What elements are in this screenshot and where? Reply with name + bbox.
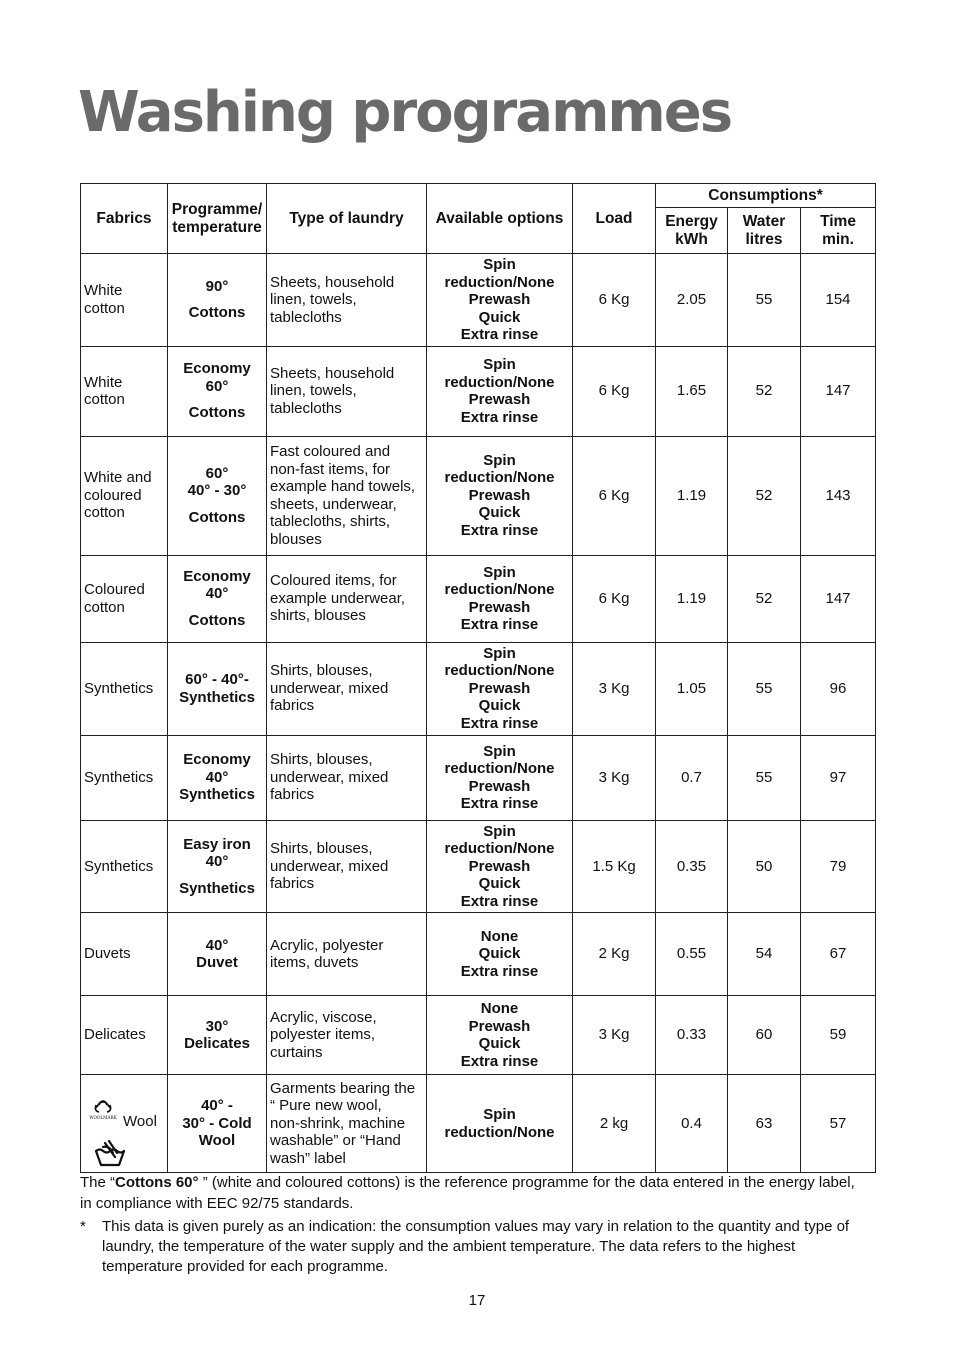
table-row [81, 555, 876, 642]
cell-line: Cottons [188, 611, 246, 629]
cell-line: Spin reduction/None [444, 451, 555, 487]
fabric-cell [81, 913, 168, 996]
table-row [81, 913, 876, 996]
cell-line: Spin reduction/None [444, 1106, 555, 1141]
cell-line: Quick [478, 1035, 521, 1052]
cell-line [171, 603, 263, 612]
load-cell: 1.5 Kg [573, 820, 656, 913]
cell-line: blouses [270, 530, 322, 548]
cell-line [171, 295, 263, 304]
cell-line: Synthetics [179, 688, 255, 706]
programme-cell [168, 913, 267, 996]
cell-line: “ Pure new wool, [270, 1097, 382, 1115]
cell-line: Extra rinse [460, 892, 539, 910]
energy-cell: 0.7 [656, 735, 728, 820]
table-row [81, 642, 876, 735]
cell-line: Prewash [468, 391, 531, 408]
cell-line: cotton [84, 391, 125, 408]
fabric-cell [81, 735, 168, 820]
cell-line: Economy [183, 751, 251, 769]
laundry-type-cell [267, 555, 427, 642]
time-cell: 59 [801, 996, 876, 1075]
programme-cell [168, 346, 267, 436]
table-row [81, 1075, 876, 1173]
laundry-type-cell [267, 913, 427, 996]
header-time: Time min. [801, 208, 876, 254]
laundry-type-cell [267, 642, 427, 735]
page-title: Washing programmes [78, 80, 732, 145]
fabric-cell [81, 820, 168, 913]
energy-cell: 1.19 [656, 555, 728, 642]
table-row [81, 996, 876, 1075]
cell-line: Extra rinse [460, 714, 539, 732]
cell-line: sheets, underwear, [270, 495, 397, 513]
cell-line: tablecloths [270, 308, 342, 326]
water-cell: 55 [728, 254, 801, 347]
cell-line: Acrylic, polyester [270, 936, 384, 954]
cell-line: coloured [84, 486, 142, 504]
cell-line: Spin reduction/None [444, 742, 555, 777]
cell-line: Extra rinse [460, 795, 539, 812]
programme-cell [168, 642, 267, 735]
header-water: Water litres [728, 208, 801, 254]
cell-line: Duvet [196, 954, 238, 971]
cell-line: Delicates [84, 1026, 146, 1044]
cell-line: Duvets [84, 945, 131, 963]
load-cell: 2 kg [573, 1075, 656, 1173]
cell-line: Extra rinse [460, 521, 539, 539]
time-cell: 154 [801, 254, 876, 347]
cell-line: shirts, blouses [270, 607, 366, 625]
cell-line [171, 871, 263, 880]
cell-line: fabrics [270, 875, 315, 892]
cell-line: 40° [205, 936, 229, 954]
header-available-options: Available options [427, 184, 573, 254]
options-cell [427, 254, 573, 347]
cell-line: Extra rinse [460, 1052, 539, 1070]
energy-cell: 0.33 [656, 996, 728, 1075]
table-row [81, 735, 876, 820]
cell-line: Synthetics [84, 857, 154, 875]
cell-line: wash” label [270, 1149, 346, 1167]
time-cell: 143 [801, 436, 876, 555]
header-type-of-laundry: Type of laundry [267, 184, 427, 254]
cell-line: underwear, mixed [270, 857, 389, 875]
cell-line: Prewash [468, 679, 531, 697]
load-cell: 3 Kg [573, 996, 656, 1075]
cell-line: Easy iron [183, 835, 251, 853]
programme-cell [168, 996, 267, 1075]
cell-line: 40° - 30° [187, 482, 247, 500]
cell-line: polyester items, [270, 1026, 376, 1044]
fabric-cell [81, 254, 168, 347]
cell-line: fabrics [270, 697, 315, 715]
load-cell: 6 Kg [573, 346, 656, 436]
cell-line: Prewash [468, 291, 531, 308]
cell-line: Quick [478, 945, 521, 963]
table-row [81, 346, 876, 436]
fabric-cell [81, 996, 168, 1075]
load-cell: 6 Kg [573, 254, 656, 347]
cell-line: Coloured items, for [270, 572, 397, 590]
cell-line: Shirts, blouses, [270, 662, 373, 680]
header-consumptions: Consumptions* [656, 184, 876, 208]
cell-line: Prewash [468, 486, 531, 504]
cell-line: 40° [205, 768, 229, 786]
cell-line: Prewash [468, 777, 531, 795]
table-row [81, 820, 876, 913]
laundry-type-cell [267, 1075, 427, 1173]
energy-cell: 1.19 [656, 436, 728, 555]
cell-line: Sheets, household [270, 273, 395, 291]
cell-line: Economy [183, 567, 251, 585]
cell-line: underwear, mixed [270, 768, 389, 786]
load-cell: 3 Kg [573, 642, 656, 735]
disclaimer-text: This data is given purely as an indication: the consumption values may vary in relation to the quantity and type of laundry, the temperature of the water supply and the ambient temperature. The data refers to the highest temperature provided for each programme. [102, 1218, 850, 1275]
cell-line: Delicates [184, 1035, 250, 1052]
cell-line: Shirts, blouses, [270, 751, 373, 769]
energy-cell: 1.65 [656, 346, 728, 436]
cell-line: Shirts, blouses, [270, 840, 373, 857]
options-cell [427, 913, 573, 996]
options-cell [427, 735, 573, 820]
reference-programme-name: Cottons 60° [115, 1174, 199, 1191]
cell-line: tablecloths [270, 399, 342, 417]
header-fabrics: Fabrics [81, 184, 168, 254]
cell-line: 60° [205, 464, 229, 482]
water-cell: 63 [728, 1075, 801, 1173]
table-row [81, 436, 876, 555]
cell-line: 90° [205, 277, 229, 295]
water-cell: 50 [728, 820, 801, 913]
cell-line: example underwear, [270, 589, 406, 607]
options-cell [427, 1075, 573, 1173]
cell-line: Spin reduction/None [444, 563, 555, 598]
cell-line: Extra rinse [460, 408, 539, 426]
cell-line: None [480, 927, 519, 945]
cell-line: Synthetics [179, 786, 255, 804]
options-cell [427, 642, 573, 735]
time-cell: 57 [801, 1075, 876, 1173]
laundry-type-cell [267, 996, 427, 1075]
cell-line: Wool [198, 1132, 236, 1150]
fabric-cell [81, 555, 168, 642]
fabric-cell [81, 642, 168, 735]
cell-line: White and [84, 469, 152, 487]
programme-cell [168, 1075, 267, 1173]
cell-line: Quick [478, 308, 521, 326]
cell-line: Fast coloured and [270, 443, 391, 460]
cell-line: tablecloths, shirts, [270, 513, 391, 530]
cell-line: Spin reduction/None [444, 644, 555, 680]
cell-line: Prewash [468, 857, 531, 875]
cell-line: Garments bearing the [270, 1079, 416, 1097]
cell-line: Economy [183, 360, 251, 378]
cell-line: Quick [478, 697, 521, 715]
load-cell: 6 Kg [573, 436, 656, 555]
options-cell [427, 555, 573, 642]
cell-line: 60° [205, 377, 229, 395]
cell-line: None [480, 1000, 519, 1017]
options-cell [427, 346, 573, 436]
cell-line: non-shrink, machine [270, 1114, 406, 1132]
time-cell: 79 [801, 820, 876, 913]
time-cell: 147 [801, 346, 876, 436]
programme-cell [168, 735, 267, 820]
cell-line: non-fast items, for [270, 460, 391, 478]
asterisk-marker: * [80, 1218, 86, 1235]
cell-line: Quick [478, 504, 521, 522]
water-cell: 52 [728, 555, 801, 642]
cell-line: cotton [84, 598, 125, 616]
cell-line: Prewash [468, 598, 531, 616]
cell-line: White [84, 282, 123, 300]
laundry-type-cell [267, 820, 427, 913]
options-cell [427, 436, 573, 555]
cell-line: Prewash [468, 1017, 531, 1035]
water-cell: 54 [728, 913, 801, 996]
handwash-icon [93, 1139, 127, 1167]
energy-cell: 1.05 [656, 642, 728, 735]
cell-line: Extra rinse [460, 326, 539, 343]
water-cell: 52 [728, 436, 801, 555]
cell-line: Synthetics [84, 768, 154, 786]
cell-line: Spin reduction/None [444, 822, 555, 857]
cell-line: example hand towels, [270, 478, 416, 495]
cell-line: White [84, 373, 123, 391]
cell-line: items, duvets [270, 954, 359, 971]
water-cell: 52 [728, 346, 801, 436]
fabric-wool-label: Wool [123, 1112, 157, 1130]
cell-line: washable” or “Hand [270, 1132, 401, 1150]
cell-line: cotton [84, 299, 125, 317]
programme-cell [168, 254, 267, 347]
cell-line: Spin reduction/None [444, 256, 555, 291]
header-load: Load [573, 184, 656, 254]
washing-programmes-table [80, 183, 876, 1173]
water-cell: 60 [728, 996, 801, 1075]
load-cell: 6 Kg [573, 555, 656, 642]
laundry-type-cell [267, 254, 427, 347]
laundry-type-cell [267, 735, 427, 820]
cell-line: fabrics [270, 786, 315, 804]
reference-programme-note: The “Cottons 60° ” (white and coloured cottons) is the reference programme for the data entered in the energy label, in compliance with EEC 92/75 standards. [80, 1174, 855, 1212]
energy-cell: 2.05 [656, 254, 728, 347]
woolmark-icon [83, 1093, 123, 1121]
programme-rows [81, 254, 876, 1173]
consumption-disclaimer [80, 1217, 870, 1277]
cell-line: cotton [84, 504, 125, 522]
cell-line: Synthetics [179, 879, 255, 897]
cell-line: 40° - [201, 1097, 233, 1115]
cell-line: Coloured [84, 581, 145, 598]
time-cell: 96 [801, 642, 876, 735]
cell-line: linen, towels, [270, 382, 357, 400]
cell-line: 30° - Cold [182, 1114, 252, 1132]
fabric-cell [81, 436, 168, 555]
cell-line: 40° [205, 585, 229, 603]
cell-line: underwear, mixed [270, 679, 389, 697]
energy-cell: 0.4 [656, 1075, 728, 1173]
cell-line: Quick [478, 875, 521, 892]
page-number: 17 [468, 1292, 486, 1309]
header-programme: Programme/ temperature [168, 184, 267, 254]
options-cell [427, 820, 573, 913]
options-cell [427, 996, 573, 1075]
cell-line: curtains [270, 1043, 323, 1061]
cell-line: 60° - 40°- [185, 671, 249, 688]
fabric-cell [81, 346, 168, 436]
laundry-type-cell [267, 346, 427, 436]
cell-line: Cottons [188, 304, 246, 322]
cell-line: 30° [205, 1017, 229, 1035]
fabric-cell [81, 1075, 168, 1173]
header-energy: Energy kWh [656, 208, 728, 254]
time-cell: 147 [801, 555, 876, 642]
table-row [81, 254, 876, 347]
cell-line: Extra rinse [460, 962, 539, 980]
water-cell: 55 [728, 642, 801, 735]
cell-line: Cottons [188, 508, 246, 526]
cell-line: Cottons [188, 404, 246, 422]
time-cell: 67 [801, 913, 876, 996]
cell-line: Extra rinse [460, 616, 539, 633]
programme-cell [168, 555, 267, 642]
programme-cell [168, 436, 267, 555]
cell-line [171, 500, 263, 509]
energy-cell: 0.35 [656, 820, 728, 913]
laundry-type-cell [267, 436, 427, 555]
cell-line: Sheets, household [270, 364, 395, 382]
cell-line: Spin reduction/None [444, 356, 555, 391]
water-cell: 55 [728, 735, 801, 820]
programme-cell [168, 820, 267, 913]
cell-line: linen, towels, [270, 291, 357, 308]
energy-cell: 0.55 [656, 913, 728, 996]
cell-line: 40° [205, 853, 229, 870]
cell-line: Synthetics [84, 679, 154, 697]
time-cell: 97 [801, 735, 876, 820]
cell-line: Acrylic, viscose, [270, 1008, 377, 1026]
load-cell: 2 Kg [573, 913, 656, 996]
cell-line [171, 395, 263, 404]
woolmark-text: WOOLMARK [89, 1114, 117, 1120]
load-cell: 3 Kg [573, 735, 656, 820]
